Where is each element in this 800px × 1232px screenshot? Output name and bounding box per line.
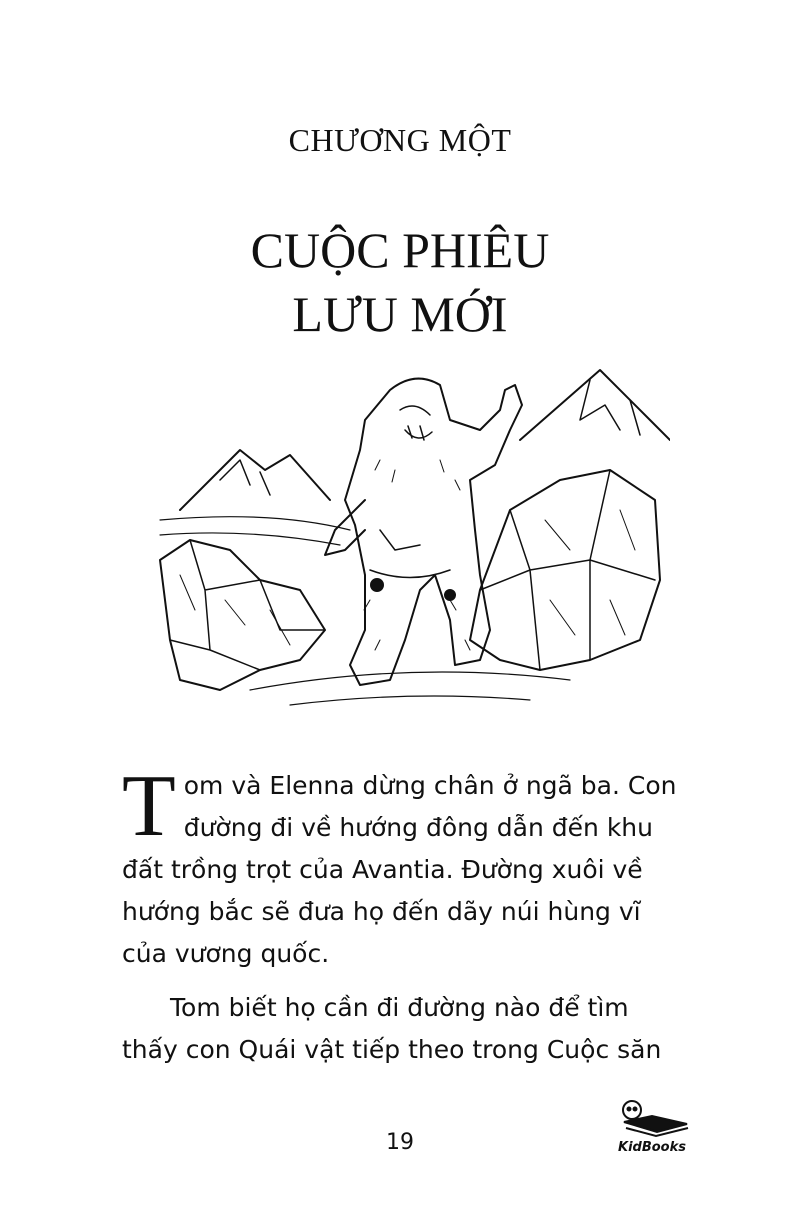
chapter-label: CHƯƠNG MỘT (288, 122, 512, 158)
publisher-name: KidBooks (618, 1140, 686, 1155)
page-number: 19 (386, 1130, 414, 1155)
right-rocks (470, 470, 660, 670)
right-mountain (520, 370, 670, 440)
chapter-title-line1: CUỘC PHIÊU (250, 222, 550, 278)
body-text (122, 758, 692, 1071)
chapter-title-line2: LƯU MỚI (292, 286, 508, 342)
paragraph-2: Tom biết họ cần đi đường nào để tìm thấy con Quái vật tiếp theo trong Cuộc săn (122, 993, 662, 1064)
paragraph-1 (122, 758, 692, 975)
yeti-figure (345, 379, 522, 685)
left-mountain (180, 450, 330, 510)
dropcap: T (122, 758, 176, 855)
left-rocks (160, 540, 325, 690)
yeti-mountain-illustration (150, 360, 670, 720)
chapter-title (0, 218, 800, 346)
paragraph-1-text: om và Elenna dừng chân ở ngã ba. Con đường đi về hướng đông dẫn đến khu đất trồng trọt của Avantia. Đường xuôi về hướng bắc sẽ đưa họ đến dãy núi hùng vĩ của vương quốc. (122, 771, 677, 968)
